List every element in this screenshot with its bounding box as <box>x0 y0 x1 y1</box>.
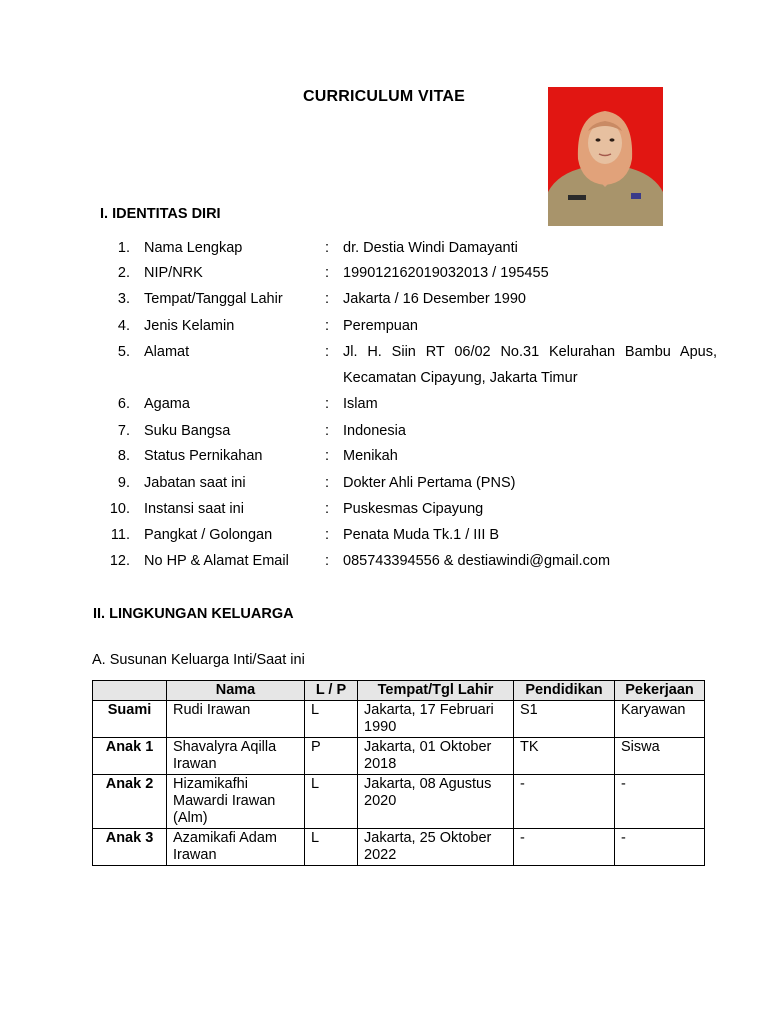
identity-value: Jl. H. Siin RT 06/02 No.31 Kelurahan Bambu Apus, Kecamatan Cipayung, Jakarta Timur <box>343 344 717 386</box>
section-heading-identitas: I. IDENTITAS DIRI <box>100 206 221 222</box>
identity-label: Agama <box>144 396 190 412</box>
header-role <box>93 681 167 701</box>
identity-label: Instansi saat ini <box>144 501 244 517</box>
header-nama: Nama <box>167 681 305 701</box>
section-heading-keluarga: II. LINGKUNGAN KELUARGA <box>93 606 294 622</box>
header-pendidikan: Pendidikan <box>514 681 615 701</box>
table-row <box>93 829 705 866</box>
header-ttl: Tempat/Tgl Lahir <box>358 681 514 701</box>
identity-label: Tempat/Tanggal Lahir <box>144 291 283 307</box>
identity-label: No HP & Alamat Email <box>144 553 289 569</box>
identity-colon: : <box>325 448 330 464</box>
header-lp: L / P <box>305 681 358 701</box>
identity-value: Menikah <box>343 448 398 464</box>
cell-role: Anak 1 <box>93 738 167 775</box>
identity-label: Nama Lengkap <box>144 240 243 256</box>
cell-lp: P <box>305 738 358 775</box>
identity-value: Indonesia <box>343 423 406 439</box>
cell-ttl: Jakarta, 08 Agustus 2020 <box>358 775 514 829</box>
cell-nama: Azamikafi Adam Irawan <box>167 829 305 866</box>
table-header-row <box>93 681 705 701</box>
identity-value: dr. Destia Windi Damayanti <box>343 240 518 256</box>
portrait-photo <box>548 87 663 226</box>
table-row <box>93 775 705 829</box>
cell-pendidikan: TK <box>514 738 615 775</box>
family-subheading: A. Susunan Keluarga Inti/Saat ini <box>92 652 305 668</box>
identity-number: 3. <box>117 291 130 307</box>
identity-label: NIP/NRK <box>144 265 203 281</box>
identity-colon: : <box>325 318 330 334</box>
cell-pendidikan: - <box>514 829 615 866</box>
cell-pekerjaan: Siswa <box>615 738 705 775</box>
table-row <box>93 701 705 738</box>
identity-value: 199012162019032013 / 195455 <box>343 265 549 281</box>
identity-number: 2. <box>117 265 130 281</box>
identity-number: 5. <box>117 344 130 360</box>
cell-role: Anak 2 <box>93 775 167 829</box>
identity-value: Islam <box>343 396 378 412</box>
cell-nama: Rudi Irawan <box>167 701 305 738</box>
identity-number: 12. <box>109 553 130 569</box>
cell-nama: Shavalyra Aqilla Irawan <box>167 738 305 775</box>
cell-role: Anak 3 <box>93 829 167 866</box>
cell-pendidikan: S1 <box>514 701 615 738</box>
identity-value: Puskesmas Cipayung <box>343 501 484 517</box>
cell-pekerjaan: - <box>615 829 705 866</box>
cell-pendidikan: - <box>514 775 615 829</box>
identity-colon: : <box>325 344 330 360</box>
identity-label: Jenis Kelamin <box>144 318 235 334</box>
identity-colon: : <box>325 501 330 517</box>
cell-ttl: Jakarta, 25 Oktober 2022 <box>358 829 514 866</box>
cell-ttl: Jakarta, 17 Februari 1990 <box>358 701 514 738</box>
cell-role: Suami <box>93 701 167 738</box>
identity-colon: : <box>325 396 330 412</box>
identity-number: 10. <box>109 501 130 517</box>
cell-ttl: Jakarta, 01 Oktober 2018 <box>358 738 514 775</box>
identity-colon: : <box>325 291 330 307</box>
identity-value: Penata Muda Tk.1 / III B <box>343 527 500 543</box>
identity-number: 4. <box>117 318 130 334</box>
identity-value: 085743394556 & destiawindi@gmail.com <box>343 553 611 569</box>
identity-value: Jakarta / 16 Desember 1990 <box>343 291 526 307</box>
identity-colon: : <box>325 423 330 439</box>
cell-lp: L <box>305 701 358 738</box>
identity-label: Jabatan saat ini <box>144 475 246 491</box>
identity-value: Dokter Ahli Pertama (PNS) <box>343 475 516 491</box>
identity-label: Status Pernikahan <box>144 448 263 464</box>
identity-number: 8. <box>117 448 130 464</box>
cell-lp: L <box>305 775 358 829</box>
identity-value: Perempuan <box>343 318 418 334</box>
identity-colon: : <box>325 553 330 569</box>
table-row <box>93 738 705 775</box>
identity-number: 7. <box>117 423 130 439</box>
identity-label: Suku Bangsa <box>144 423 231 439</box>
identity-colon: : <box>325 240 330 256</box>
cell-pekerjaan: Karyawan <box>615 701 705 738</box>
cell-nama: Hizamikafhi Mawardi Irawan (Alm) <box>167 775 305 829</box>
identity-colon: : <box>325 527 330 543</box>
page-title: CURRICULUM VITAE <box>302 88 465 105</box>
identity-colon: : <box>325 265 330 281</box>
family-table <box>92 680 705 866</box>
identity-label: Alamat <box>144 344 190 360</box>
identity-number: 11. <box>110 527 130 543</box>
identity-number: 9. <box>117 475 130 491</box>
portrait-photo-icon <box>548 87 663 226</box>
cell-lp: L <box>305 829 358 866</box>
identity-number: 1. <box>117 240 130 256</box>
identity-label: Pangkat / Golongan <box>144 527 273 543</box>
cell-pekerjaan: - <box>615 775 705 829</box>
identity-number: 6. <box>117 396 130 412</box>
identity-colon: : <box>325 475 330 491</box>
header-pekerjaan: Pekerjaan <box>615 681 705 701</box>
